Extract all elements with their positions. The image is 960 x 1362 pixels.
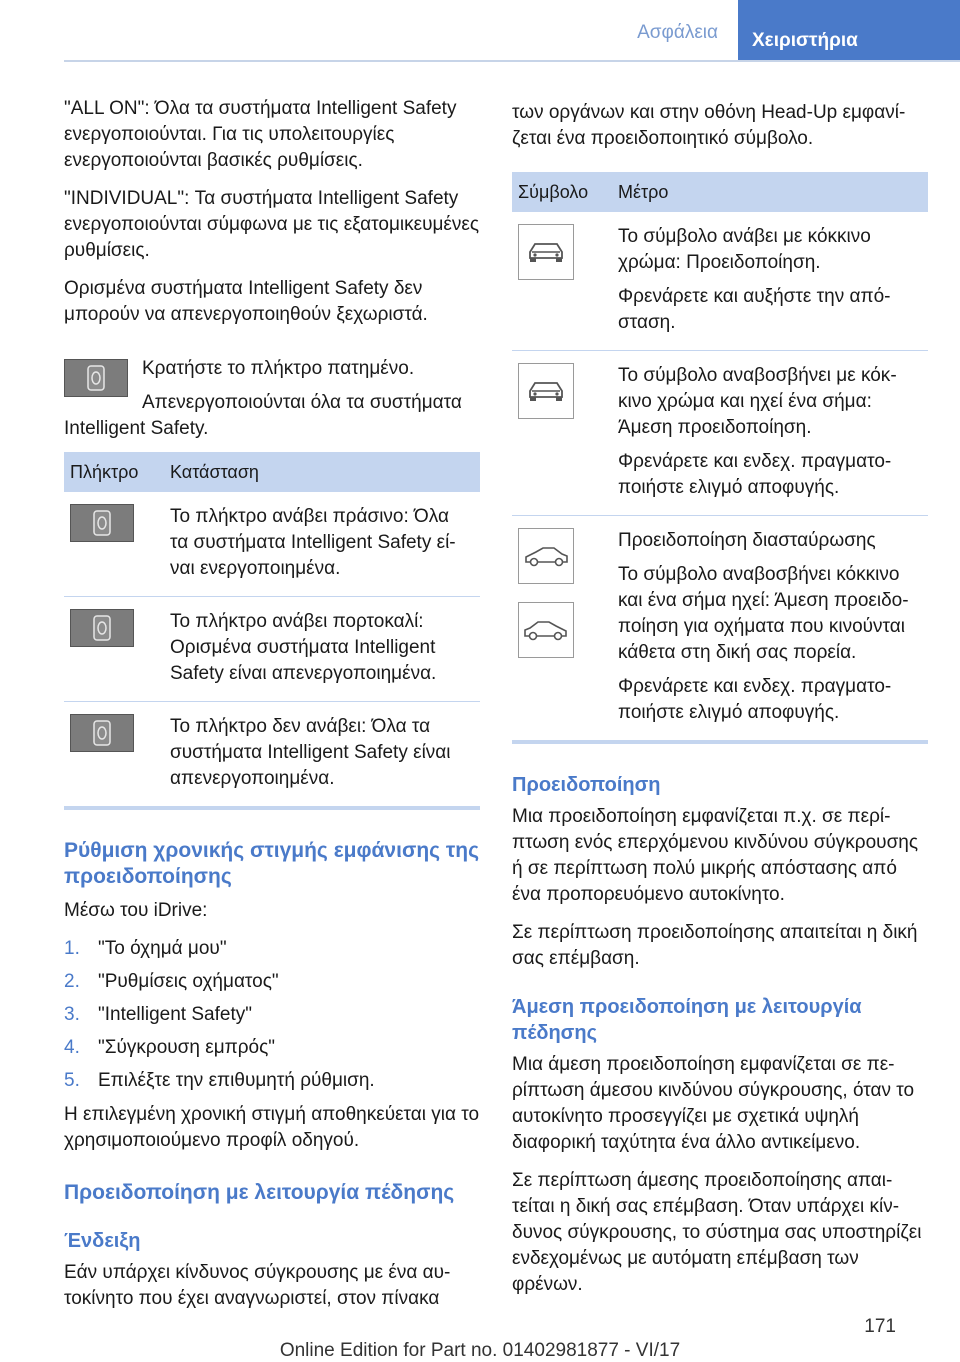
- page-number: 171: [864, 1316, 896, 1337]
- hold-line-1: Κρατήστε το πλήκτρο πατημένο.: [142, 358, 415, 379]
- table-cell-status: Το πλήκτρο ανάβει πράσινο: Όλα τα συστήματα Intelligent Safety είναι ενεργοποιημένα.: [162, 492, 480, 597]
- paragraph-all-on: "ALL ON": Όλα τα συστήματα Intelligent Safety ενεργοποιούνται. Για τις υπολειτουργίες ενεργοποιούνται βασικές ρυθμίσεις.: [64, 98, 457, 171]
- table-header-measure: Μέτρο: [610, 172, 928, 212]
- measure-text: Προειδοποίηση διασταύρωσης: [618, 530, 876, 551]
- heading-brake-warning: Προειδοποίηση με λειτουργία πέδησης: [64, 1181, 455, 1204]
- measure-text: Φρενάρετε και αυξήστε την απόσταση.: [618, 286, 891, 333]
- via-idrive: Μέσω του iDrive:: [64, 900, 208, 921]
- paragraph-some-systems: Ορισμένα συστήματα Intelligent Safety δεν μπορούν να απενεργοποιηθούν ξεχωριστά.: [64, 278, 428, 325]
- symbol-measure-table: [512, 172, 928, 744]
- right-column: [512, 100, 928, 1310]
- button-green-icon: [70, 504, 134, 542]
- list-item: 3. "Intelligent Safety": [64, 1004, 252, 1025]
- header-chapter-tab: Χειριστήρια: [738, 0, 960, 62]
- heading-timing: Ρύθμιση χρονικής στιγμής εμφάνισης της προειδοποίησης: [64, 839, 480, 888]
- table-cell-status: Το πλήκτρο ανάβει πορτοκαλί: Ορισμένα συστήματα Intelligent Safety είναι απενεργοποιημένα.: [162, 597, 480, 702]
- car-front-warning-icon: [518, 224, 574, 280]
- saved-note: Η επιλεγμένη χρονική στιγμή αποθηκεύεται για το χρησιμοποιούμενο προφίλ οδηγού.: [64, 1104, 480, 1151]
- measure-text: Φρενάρετε και ενδεχ. πραγματοποιήστε ελιγμό αποφυγής.: [618, 451, 892, 498]
- warning-text-1: Μια προειδοποίηση εμφανίζεται π.χ. σε περίπτωση ενός επερχόμενου κινδύνου σύγκρουσης ή σε περίπτωση πολύ μικρής απόστασης από ένα προπορευόμενο αυτοκίνητο.: [512, 806, 919, 905]
- continued-text: των οργάνων και στην οθόνη Head-Up εμφανίζεται ένα προειδοποιητικό σύμβολο.: [512, 102, 906, 149]
- table-row: [512, 212, 928, 351]
- table-row: [64, 597, 480, 702]
- indicator-text: Εάν υπάρχει κίνδυνος σύγκρουσης με ένα αυτοκίνητο που έχει αναγνωριστεί, στον πίνακα: [64, 1262, 451, 1309]
- button-status-table: [64, 452, 480, 810]
- car-side-crossing-icon: [518, 528, 574, 584]
- table-row: [64, 492, 480, 597]
- table-row: [512, 516, 928, 743]
- table-row: [64, 702, 480, 809]
- hold-line-2: Απενεργοποιούνται όλα τα συστήματα Intelligent Safety.: [64, 392, 462, 439]
- table-header-symbol: Σύμβολο: [512, 172, 610, 212]
- measure-text: Το σύμβολο αναβοσβήνει με κόκκινο χρώμα και ηχεί ένα σήμα: Άμεση προειδοποίηση.: [618, 365, 897, 438]
- hold-button-note: [64, 356, 480, 452]
- left-column: [64, 96, 480, 1324]
- list-item: 1. "Το όχημά μου": [64, 938, 227, 959]
- measure-text: Το σύμβολο αναβοσβήνει κόκκινο και ένα σήμα ηχεί: Άμεση προειδοποίηση για οχήματα που κινούνται κάθετα στη δική σας πορεία.: [618, 564, 909, 663]
- immediate-text-2: Σε περίπτωση άμεσης προειδοποίησης απαιτείται η δική σας επέμβαση. Όταν υπάρχει κίνδυνος σύγκρουσης, το σύστημα σας υποστηρίζει ενδεχομένως με αυτόματη επέμβαση των φρένων.: [512, 1170, 922, 1295]
- warning-text-2: Σε περίπτωση προειδοποίησης απαιτείται η δική σας επέμβαση.: [512, 922, 918, 969]
- button-orange-icon: [70, 609, 134, 647]
- heading-indicator: Ένδειξη: [64, 1230, 141, 1252]
- heading-warning: Προειδοποίηση: [512, 774, 661, 796]
- list-item: 5. Επιλέξτε την επιθυμητή ρύθμιση.: [64, 1070, 375, 1091]
- table-row: [512, 351, 928, 516]
- list-item: 2. "Ρυθμίσεις οχήματος": [64, 971, 279, 992]
- header-section-label: Ασφάλεια: [637, 22, 718, 43]
- edition-note: Online Edition for Part no. 01402981877 - VI/17: [279, 1340, 681, 1361]
- heading-immediate-warning: Άμεση προειδοποίηση με λειτουργία πέδησης: [512, 996, 862, 1044]
- button-off-icon: [70, 714, 134, 752]
- immediate-text-1: Μια άμεση προειδοποίηση εμφανίζεται σε περίπτωση άμεσου κινδύνου σύγκρουσης, όταν το αυτοκίνητο προσεγγίζει με σχετικά υψηλή διαφορική ταχύτητα ένα άλλο αντικείμενο.: [512, 1054, 915, 1153]
- steps-list: [64, 936, 480, 1094]
- header-rule: [64, 60, 960, 62]
- table-header-status: Κατάσταση: [162, 452, 480, 492]
- list-item: 4. "Σύγκρουση εμπρός": [64, 1037, 276, 1058]
- car-side-crossing-icon: [518, 602, 574, 658]
- car-front-immediate-warning-icon: [518, 363, 574, 419]
- table-cell-status: Το πλήκτρο δεν ανάβει: Όλα τα συστήματα Intelligent Safety είναι απενεργοποιημένα.: [162, 702, 480, 809]
- measure-text: Φρενάρετε και ενδεχ. πραγματοποιήστε ελιγμό αποφυγής.: [618, 676, 892, 723]
- table-header-key: Πλήκτρο: [64, 452, 162, 492]
- measure-text: Το σύμβολο ανάβει με κόκκινο χρώμα: Προειδοποίηση.: [618, 226, 871, 273]
- page-header: [0, 0, 960, 62]
- paragraph-individual: "INDIVIDUAL": Τα συστήματα Intelligent Safety ενεργοποιούνται σύμφωνα με τις εξατομικευμένες ρυθμίσεις.: [64, 188, 480, 261]
